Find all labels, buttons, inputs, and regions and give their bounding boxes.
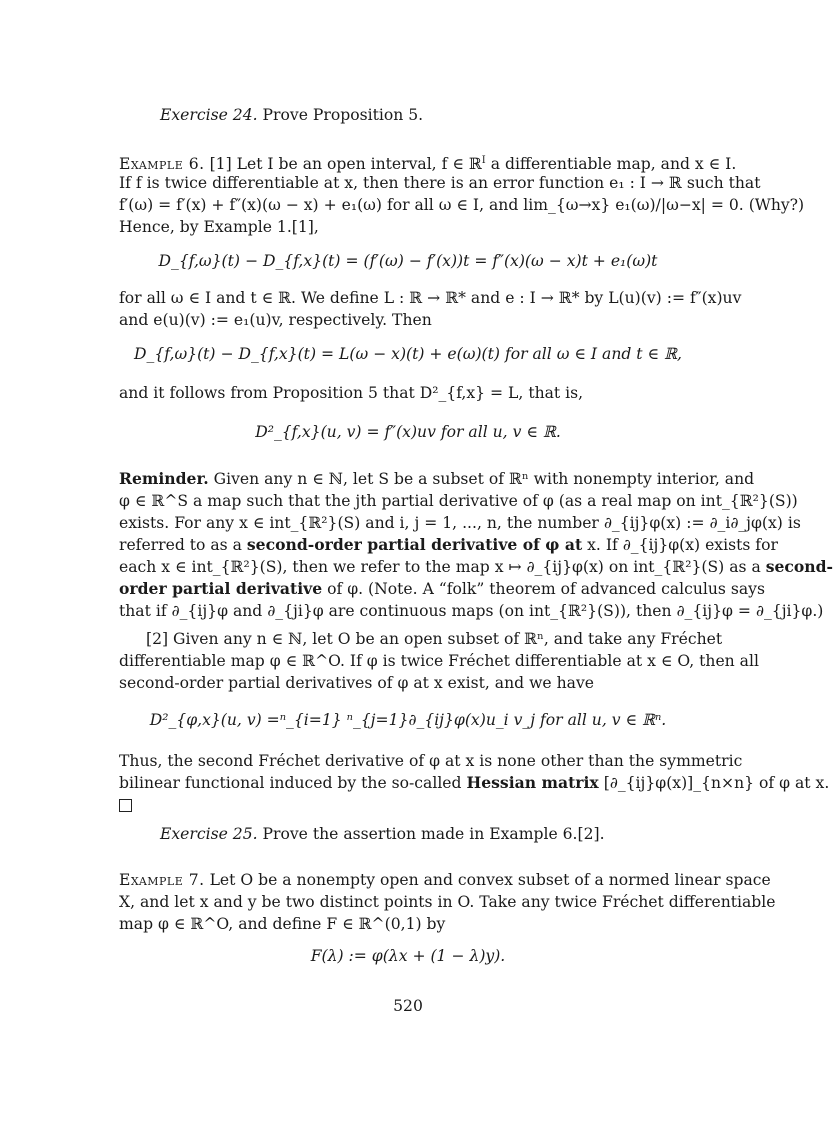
text-line [119,578,765,600]
text-line: map φ ∈ ℝ^O, and define F ∈ ℝ^(0,1) by [119,915,446,933]
example-6-text-end: a differentiable map, and x ∈ I. [485,155,737,174]
example-7-text: Let O be a nonempty open and convex subset of a normed linear space [204,871,771,889]
text-line: second-order partial derivatives of φ at x exist, and we have [119,674,594,692]
bold-term: Hessian matrix [466,773,599,792]
text-span: each x ∈ int_{ℝ²}(S), then we refer to the map x ↦ ∂_{ij}φ(x) on int_{ℝ²}(S) as a [119,558,766,576]
exercise-25-text: Prove the assertion made in Example 6.[2]. [257,825,605,843]
text-line: φ ∈ ℝ^S a map such that the jth partial derivative of φ (as a real map on int_{ℝ²}(S)) [119,492,798,510]
reminder-label: Reminder. [119,469,209,488]
text-line: Hence, by Example 1.[1], [119,218,319,236]
example-6-text: [1] Let I be an open interval, f ∈ ℝ [209,155,482,174]
exercise-24-label: Exercise 24. [160,106,258,124]
page-number: 520 [393,997,423,1015]
text-line: differentiable map φ ∈ ℝ^O. If φ is twice Fréchet differentiable at x ∈ O, then all [119,652,759,670]
text-line: for all ω ∈ I and t ∈ ℝ. We define L : ℝ → ℝ* and e : I → ℝ* by L(u)(v) := f″(x)uv [119,289,742,307]
text-span: x. If ∂_{ij}φ(x) exists for [582,536,778,554]
example-6-label: Example 6. [119,155,205,174]
text-line: that if ∂_{ij}φ and ∂_{ji}φ are continuous maps (on int_{ℝ²}(S)), then ∂_{ij}φ = ∂_{ji}φ.) [119,602,824,620]
text-line: [2] Given any n ∈ ℕ, let O be an open subset of ℝⁿ, and take any Fréchet [146,630,723,648]
text-line [119,534,778,556]
display-equation-3: D²_{f,x}(u, v) = f″(x)uv for all u, v ∈ ℝ. [255,423,561,441]
display-equation-1: D_{f,ω}(t) − D_{f,x}(t) = (f′(ω) − f′(x))t = f″(x)(ω − x)t + e₁(ω)t [158,252,658,270]
display-equation-4: D²_{φ,x}(u, v) =ⁿ_{i=1} ⁿ_{j=1}∂_{ij}φ(x)u_i v_j for all u, v ∈ ℝⁿ. [149,711,667,729]
display-equation-5: F(λ) := φ(λx + (1 − λ)y). [310,947,506,965]
superscript: I [481,155,486,166]
text-line: and e(u)(v) := e₁(u)v, respectively. Then [119,311,432,329]
qed-box-icon [119,799,132,812]
exercise-24 [160,104,697,126]
text-span: bilinear functional induced by the so-called [119,774,467,792]
text-line: f′(ω) = f′(x) + f″(x)(ω − x) + e₁(ω) for all ω ∈ I, and lim_{ω→x} e₁(ω)/|ω−x| = 0. (Why?) [119,196,805,214]
bold-term: order partial derivative [119,579,323,598]
text-line [119,556,833,578]
exercise-25-label: Exercise 25. [160,825,258,843]
text-line: exists. For any x ∈ int_{ℝ²}(S) and i, j = 1, ..., n, the number ∂_{ij}φ(x) := ∂_i∂_jφ(x) is [119,514,801,532]
reminder-text: Given any n ∈ ℕ, let S be a subset of ℝⁿ with nonempty interior, and [208,470,755,488]
text-line [119,772,830,794]
text-line: and it follows from Proposition 5 that D²_{f,x} = L, that is, [119,384,584,402]
bold-term: second- [765,557,833,576]
example-7-heading-line [119,869,771,891]
qed-line [119,795,697,817]
text-span: of φ. (Note. A “folk” theorem of advanced calculus says [322,580,765,598]
text-line: If f is twice differentiable at x, then there is an error function e₁ : I → ℝ such that [119,174,761,192]
exercise-24-text: Prove Proposition 5. [262,106,424,124]
exercise-25 [160,823,697,845]
bold-term: second-order partial derivative of φ at [246,535,583,554]
text-line: X, and let x and y be two distinct points in O. Take any twice Fréchet differentiable [119,893,776,911]
example-7-label: Example 7. [119,871,205,889]
text-span: referred to as a [119,536,247,554]
display-equation-2: D_{f,ω}(t) − D_{f,x}(t) = L(ω − x)(t) + e(ω)(t) for all ω ∈ I and t ∈ ℝ, [134,345,682,363]
reminder-line [119,468,755,490]
text-line: Thus, the second Fréchet derivative of φ at x is none other than the symmetric [119,752,743,770]
text-span: [∂_{ij}φ(x)]_{n×n} of φ at x. [598,774,830,792]
